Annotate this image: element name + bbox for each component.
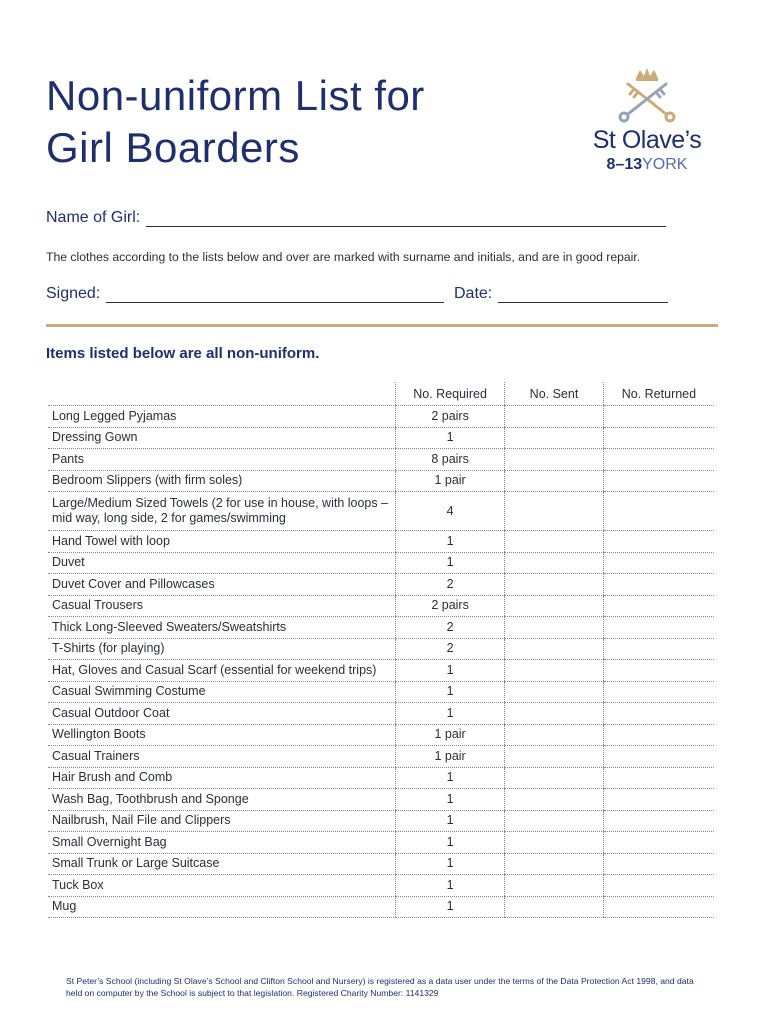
item-name: Tuck Box (48, 875, 396, 897)
item-returned-cell[interactable] (603, 832, 714, 854)
item-sent-cell[interactable] (505, 724, 604, 746)
header-item (48, 382, 396, 406)
item-required: 1 (396, 832, 505, 854)
item-returned-cell[interactable] (603, 703, 714, 725)
item-sent-cell[interactable] (505, 427, 604, 449)
table-row (48, 853, 714, 875)
item-returned-cell[interactable] (603, 746, 714, 768)
item-required: 1 pair (396, 746, 505, 768)
item-name: Casual Outdoor Coat (48, 703, 396, 725)
table-header-row (48, 382, 714, 406)
item-returned-cell[interactable] (603, 875, 714, 897)
table-row (48, 552, 714, 574)
table-row (48, 638, 714, 660)
header-required: No. Required (396, 382, 505, 406)
item-required: 1 pair (396, 470, 505, 492)
item-returned-cell[interactable] (603, 617, 714, 639)
item-required: 1 (396, 681, 505, 703)
item-sent-cell[interactable] (505, 832, 604, 854)
item-required: 1 (396, 875, 505, 897)
footer-notice: St Peter’s School (including St Olave’s School and Clifton School and Nursery) is registered as a data user under the terms of the Data Protection Act 1998, and data held on computer by the School is subject to that legislation. Registered Charity Number: 1141329 (66, 976, 694, 998)
signed-label: Signed: (46, 285, 101, 302)
table-row (48, 724, 714, 746)
table-row (48, 681, 714, 703)
header-returned: No. Returned (603, 382, 714, 406)
table-row (48, 789, 714, 811)
logo-subtitle (588, 156, 706, 174)
item-name: Hair Brush and Comb (48, 767, 396, 789)
item-sent-cell[interactable] (505, 660, 604, 682)
item-name: Small Trunk or Large Suitcase (48, 853, 396, 875)
item-sent-cell[interactable] (505, 449, 604, 471)
table-row (48, 896, 714, 918)
item-returned-cell[interactable] (603, 767, 714, 789)
items-table (48, 382, 714, 918)
item-sent-cell[interactable] (505, 703, 604, 725)
item-returned-cell[interactable] (603, 470, 714, 492)
items-heading: Items listed below are all non-uniform. (46, 345, 320, 362)
item-name: Long Legged Pyjamas (48, 406, 396, 428)
table-row (48, 617, 714, 639)
item-returned-cell[interactable] (603, 638, 714, 660)
item-sent-cell[interactable] (505, 617, 604, 639)
item-required: 1 (396, 789, 505, 811)
table-row (48, 427, 714, 449)
date-field (454, 285, 668, 303)
table-row (48, 470, 714, 492)
item-name: Hat, Gloves and Casual Scarf (essential for weekend trips) (48, 660, 396, 682)
item-returned-cell[interactable] (603, 406, 714, 428)
item-name: Duvet Cover and Pillowcases (48, 574, 396, 596)
school-logo (588, 64, 706, 176)
crossed-keys-crown-icon (588, 64, 706, 124)
item-name: Large/Medium Sized Towels (2 for use in house, with loops – mid way, long side, 2 for games/swimming (48, 492, 396, 531)
title-line-2: Girl Boarders (46, 124, 300, 171)
item-name: Casual Swimming Costume (48, 681, 396, 703)
item-returned-cell[interactable] (603, 660, 714, 682)
divider (46, 324, 718, 327)
logo-city: YORK (642, 156, 688, 173)
item-name: Casual Trainers (48, 746, 396, 768)
item-name: Hand Towel with loop (48, 531, 396, 553)
item-returned-cell[interactable] (603, 789, 714, 811)
item-returned-cell[interactable] (603, 574, 714, 596)
item-name: Pants (48, 449, 396, 471)
item-returned-cell[interactable] (603, 681, 714, 703)
item-name: Thick Long-Sleeved Sweaters/Sweatshirts (48, 617, 396, 639)
item-name: Casual Trousers (48, 595, 396, 617)
item-returned-cell[interactable] (603, 492, 714, 531)
title-line-1: Non-uniform List for (46, 72, 425, 119)
item-sent-cell[interactable] (505, 767, 604, 789)
table-row (48, 492, 714, 531)
table-row (48, 832, 714, 854)
item-returned-cell[interactable] (603, 724, 714, 746)
statement-text: The clothes according to the lists below and over are marked with surname and initials, and are in good repair. (46, 250, 641, 264)
table-row (48, 531, 714, 553)
item-name: T-Shirts (for playing) (48, 638, 396, 660)
item-required: 2 pairs (396, 406, 505, 428)
signed-input[interactable] (106, 285, 444, 303)
item-name: Dressing Gown (48, 427, 396, 449)
item-returned-cell[interactable] (603, 896, 714, 918)
item-returned-cell[interactable] (603, 853, 714, 875)
name-of-girl-label: Name of Girl: (46, 209, 141, 226)
table-row (48, 875, 714, 897)
item-sent-cell[interactable] (505, 406, 604, 428)
item-required: 1 (396, 703, 505, 725)
date-label: Date: (454, 285, 493, 302)
header-sent: No. Sent (505, 382, 604, 406)
item-sent-cell[interactable] (505, 531, 604, 553)
item-sent-cell[interactable] (505, 875, 604, 897)
table-row (48, 574, 714, 596)
item-name: Nailbrush, Nail File and Clippers (48, 810, 396, 832)
item-required: 1 (396, 660, 505, 682)
item-sent-cell[interactable] (505, 681, 604, 703)
item-required: 1 (396, 531, 505, 553)
item-returned-cell[interactable] (603, 552, 714, 574)
item-required: 1 pair (396, 724, 505, 746)
table-row (48, 703, 714, 725)
item-sent-cell[interactable] (505, 595, 604, 617)
logo-ages: 8–13 (606, 156, 643, 173)
item-sent-cell[interactable] (505, 574, 604, 596)
item-returned-cell[interactable] (603, 810, 714, 832)
name-of-girl-input[interactable] (146, 209, 666, 227)
item-returned-cell[interactable] (603, 531, 714, 553)
item-sent-cell[interactable] (505, 746, 604, 768)
item-sent-cell[interactable] (505, 789, 604, 811)
item-name: Bedroom Slippers (with firm soles) (48, 470, 396, 492)
item-required: 2 (396, 617, 505, 639)
item-name: Small Overnight Bag (48, 832, 396, 854)
logo-school-name: St Olave’s (592, 126, 702, 154)
item-required: 1 (396, 810, 505, 832)
item-required: 2 (396, 574, 505, 596)
item-sent-cell[interactable] (505, 492, 604, 531)
item-name: Mug (48, 896, 396, 918)
page-title (46, 70, 425, 174)
item-required: 2 (396, 638, 505, 660)
item-sent-cell[interactable] (505, 470, 604, 492)
item-sent-cell[interactable] (505, 896, 604, 918)
item-returned-cell[interactable] (603, 449, 714, 471)
item-required: 1 (396, 427, 505, 449)
signed-field (46, 285, 444, 303)
table-row (48, 660, 714, 682)
item-sent-cell[interactable] (505, 810, 604, 832)
item-required: 2 pairs (396, 595, 505, 617)
table-row (48, 810, 714, 832)
item-required: 1 (396, 767, 505, 789)
item-required: 8 pairs (396, 449, 505, 471)
item-required: 1 (396, 552, 505, 574)
item-name: Wellington Boots (48, 724, 396, 746)
table-row (48, 767, 714, 789)
table-row (48, 406, 714, 428)
item-returned-cell[interactable] (603, 427, 714, 449)
table-row (48, 595, 714, 617)
date-input[interactable] (498, 285, 668, 303)
item-required: 4 (396, 492, 505, 531)
name-of-girl-field (46, 209, 666, 227)
table-row (48, 449, 714, 471)
table-row (48, 746, 714, 768)
item-required: 1 (396, 853, 505, 875)
item-required: 1 (396, 896, 505, 918)
item-name: Wash Bag, Toothbrush and Sponge (48, 789, 396, 811)
item-sent-cell[interactable] (505, 638, 604, 660)
item-name: Duvet (48, 552, 396, 574)
item-returned-cell[interactable] (603, 595, 714, 617)
item-sent-cell[interactable] (505, 552, 604, 574)
item-sent-cell[interactable] (505, 853, 604, 875)
